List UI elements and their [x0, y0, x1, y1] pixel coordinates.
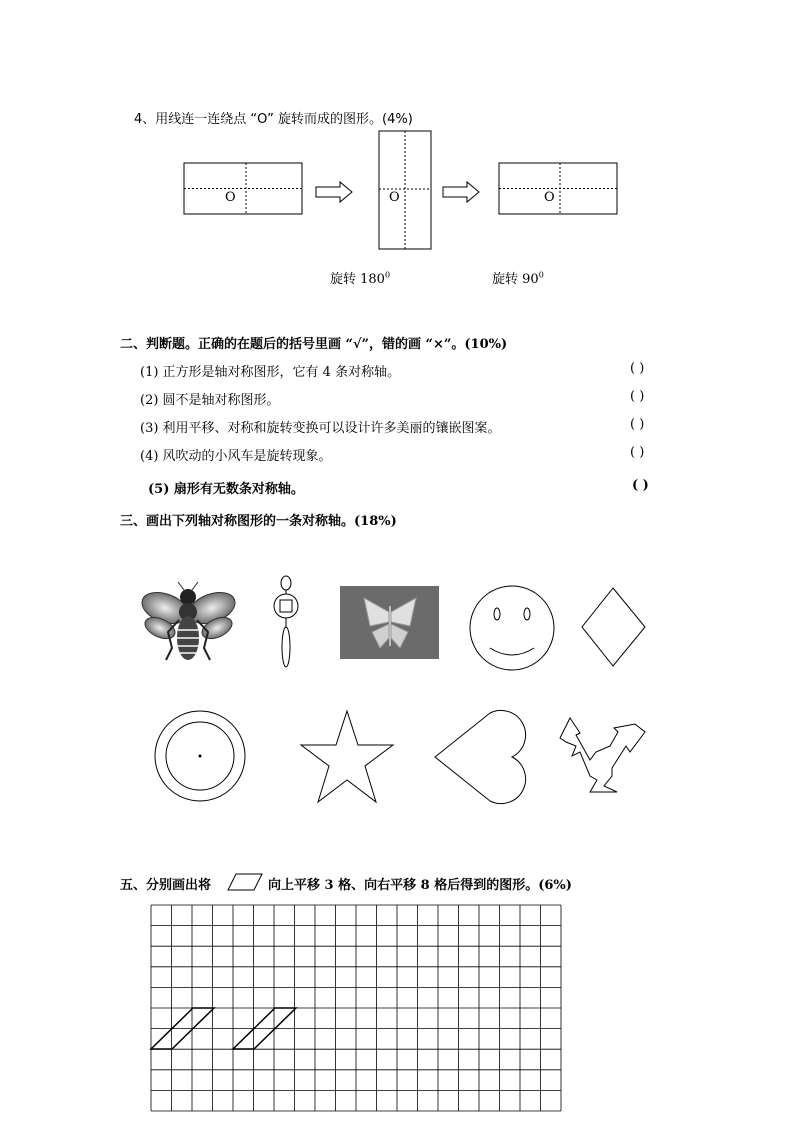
- heart-figure: [435, 710, 526, 803]
- answer-paren-2[interactable]: ( ): [630, 389, 645, 404]
- answer-paren-1[interactable]: ( ): [630, 361, 645, 376]
- answer-paren-3[interactable]: ( ): [630, 417, 645, 432]
- parallelogram-icon: [228, 874, 262, 890]
- arrow-right-2: [443, 182, 479, 202]
- question-4-title: 4、用线连一连绕点 “O” 旋转而成的图形。(4%): [134, 112, 413, 127]
- arrow-right-1: [316, 182, 352, 202]
- section-5-title-a: 五、分别画出将: [120, 878, 212, 893]
- arrow-shape-figure: [560, 718, 645, 792]
- butterfly-photo: [340, 586, 439, 659]
- bee-figure: [138, 582, 240, 660]
- pendant-figure: [274, 576, 298, 667]
- rhombus-figure: [582, 588, 645, 666]
- judgment-item-4: (4) 风吹动的小风车是旋转现象。: [140, 449, 332, 464]
- answer-paren-4[interactable]: ( ): [630, 445, 645, 460]
- judgment-item-5: (5) 扇形有无数条对称轴。: [148, 482, 304, 497]
- point-o-label-1: O: [225, 190, 236, 205]
- rotate-180-label: 旋转 $180^0$: [330, 270, 391, 287]
- rectangle-original: [184, 163, 302, 214]
- point-o-label-3: O: [544, 190, 555, 205]
- answer-paren-5[interactable]: ( ): [632, 478, 649, 493]
- star-figure: [301, 711, 393, 802]
- rotate-90-label: 旋转 $90^0$: [492, 270, 544, 287]
- judgment-item-3: (3) 利用平移、对称和旋转变换可以设计许多美丽的镶嵌图案。: [140, 421, 501, 436]
- judgment-item-2: (2) 圆不是轴对称图形。: [140, 393, 280, 408]
- concentric-circles-figure: [155, 711, 245, 801]
- rectangle-rotated: [499, 163, 617, 214]
- section-3-title: 三、画出下列轴对称图形的一条对称轴。(18%): [120, 514, 397, 529]
- rectangle-vertical: [379, 131, 431, 249]
- judgment-item-1: (1) 正方形是轴对称图形，它有 4 条对称轴。: [140, 365, 401, 380]
- point-o-label-2: O: [389, 190, 400, 205]
- smiley-face-figure: [470, 586, 554, 670]
- section-2-title: 二、判断题。正确的在题后的括号里画 “√”，错的画 “×”。(10%): [120, 337, 508, 352]
- section-5-title-b: 向上平移 3 格、向右平移 8 格后得到的图形。(6%): [268, 878, 572, 893]
